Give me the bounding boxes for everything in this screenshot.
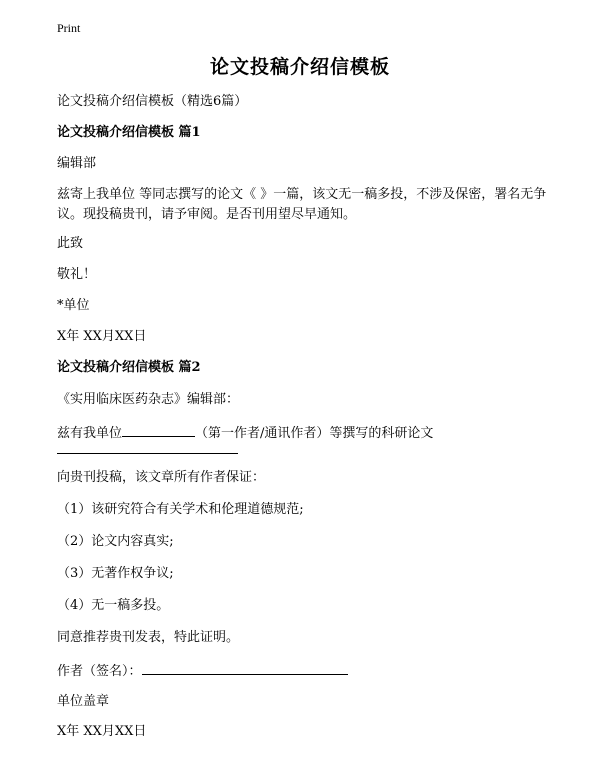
section2-body-prefix: 兹有我单位 [57,426,123,441]
section1-date: X年 XX月XX日 [57,329,147,344]
document-title: 论文投稿介绍信模板 [209,56,390,78]
section1-unit: *单位 [57,298,90,313]
section2-author-sign-label: 作者（签名）： [57,664,142,679]
section1-closing-1: 此致 [57,236,84,251]
section2-recommend: 同意推荐贵刊发表，特此证明。 [57,630,240,645]
section1-closing-2: 敬礼！ [57,267,97,282]
section1-addressee: 编辑部 [57,156,97,171]
section2-item-4: （4）无一稿多投。 [57,598,170,613]
section2-date: X年 XX月XX日 [57,724,147,739]
section2-heading: 论文投稿介绍信模板 篇2 [57,360,201,375]
section1-body: 兹寄上我单位 等同志撰写的论文《 》一篇，该文无一稿多投，不涉及保密，署名无争议。现投稿贵刊，请予审阅。是否刊用望尽早通知。 [57,187,547,222]
print-label: Print [57,21,81,35]
section2-body-line [57,422,433,444]
section2-seal: 单位盖章 [57,694,110,709]
section2-signature-blank [142,660,348,675]
section1-heading: 论文投稿介绍信模板 篇1 [57,125,201,140]
section2-item-1: （1）该研究符合有关学术和伦理道德规范; [57,502,304,517]
section2-name-blank [122,422,195,437]
section2-item-2: （2）论文内容真实; [57,534,174,549]
section2-addressee: 《实用临床医药杂志》编辑部： [57,392,240,407]
section2-body-middle: （第一作者/通讯作者）等撰写的科研论文 [195,426,434,441]
intro-line: 论文投稿介绍信模板（精选6篇） [57,94,248,109]
section2-title-blank [57,453,238,454]
section2-guarantee: 向贵刊投稿，该文章所有作者保证： [57,470,266,485]
section2-item-3: （3）无著作权争议; [57,566,174,581]
section2-author-sign-line [57,660,348,682]
